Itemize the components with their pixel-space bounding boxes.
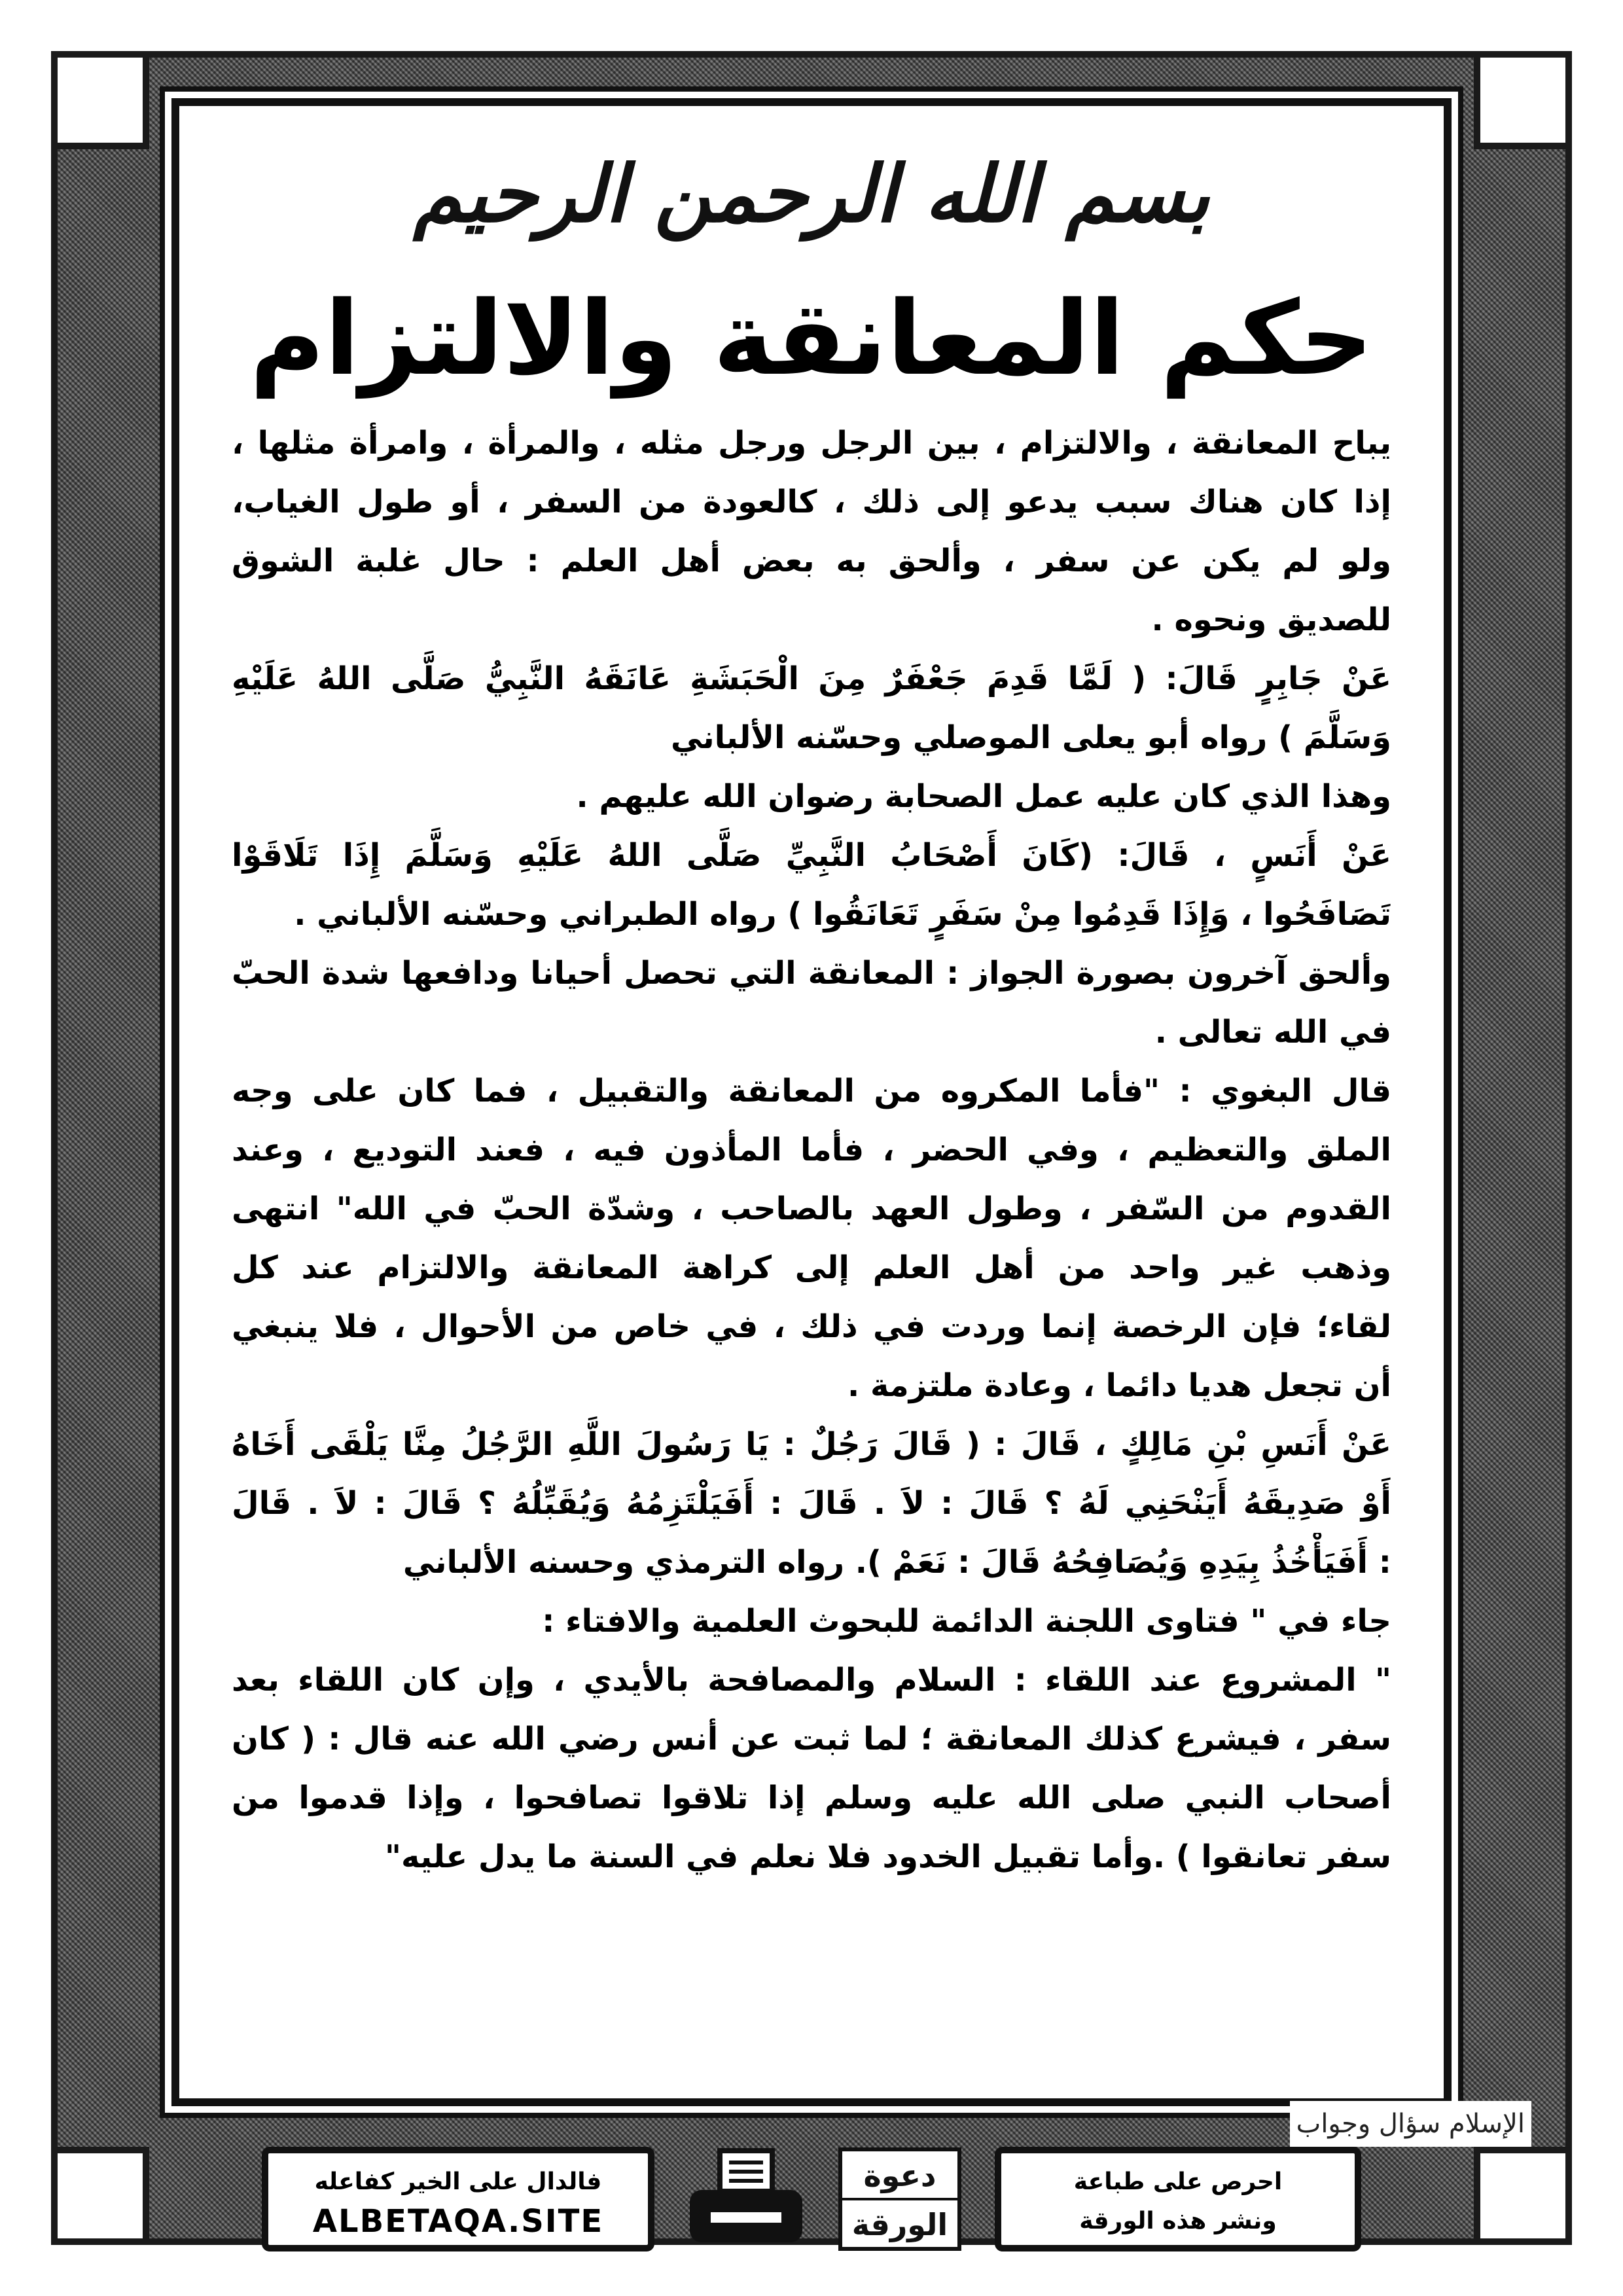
body-line: وهذا الذي كان عليه عمل الصحابة رضوان الله عليهم . bbox=[576, 778, 1391, 815]
article-body bbox=[232, 414, 1391, 1886]
body-line: سفر تعانقوا ) .وأما تقبيل الخدود فلا نعلم في السنة ما يدل عليه" bbox=[385, 1839, 1391, 1875]
footer-website-link[interactable]: ALBETAQA.SITE bbox=[312, 2203, 604, 2240]
body-line: عَنْ أَنَسٍ ، قَالَ: (كَانَ أَصْحَابُ النَّبِيِّ صَلَّى اللهُ عَلَيْهِ وَسَلَّمَ إِذَا تَلَاقَوْا bbox=[232, 837, 1391, 874]
body-line: لقاء؛ فإن الرخصة إنما وردت في ذلك ، في خاص من الأحوال ، فلا ينبغي bbox=[232, 1308, 1391, 1345]
page-title: حكم المعانقة والالتزام bbox=[249, 279, 1374, 398]
footer-print-line1: احرص على طباعة bbox=[1073, 2168, 1283, 2195]
logo-text-top: دعوة bbox=[863, 2158, 936, 2193]
body-line: " المشروع عند اللقاء : السلام والمصافحة بالأيدي ، وإن كان اللقاء بعد bbox=[232, 1662, 1391, 1698]
dawah-logo bbox=[838, 2147, 962, 2251]
body-line: سفر ، فيشرع كذلك المعانقة ؛ لما ثبت عن أنس رضي الله عنه قال : ( كان bbox=[232, 1721, 1391, 1757]
body-line: القدوم من السّفر ، وطول العهد بالصاحب ، وشدّة الحبّ في الله" انتهى bbox=[232, 1191, 1391, 1227]
body-line: : أَفَيَأْخُذُ بِيَدِهِ وَيُصَافِحُهُ قَالَ : نَعَمْ ). رواه الترمذي وحسنه الألباني bbox=[402, 1544, 1391, 1581]
frame-corner-bottom-left bbox=[51, 2147, 149, 2245]
logo-text-bottom: الورقة bbox=[851, 2207, 948, 2242]
document-page bbox=[171, 98, 1452, 2106]
footer-proverb: فالدال على الخير كفاعله bbox=[314, 2168, 602, 2195]
frame-corner-top-right bbox=[1474, 51, 1572, 149]
footer-bar bbox=[262, 2147, 1361, 2258]
body-line: الملق والتعظيم ، وفي الحضر ، فأما المأذون فيه ، فعند التوديع ، وعند bbox=[232, 1132, 1391, 1168]
footer-website-box bbox=[262, 2147, 654, 2251]
body-line: عَنْ جَابِرٍ قَالَ: ( لَمَّا قَدِمَ جَعْفَرٌ مِنَ الْحَبَشَةِ عَانَقَهُ النَّبِيُّ صَلَّى اللهُ عَلَيْهِ bbox=[232, 660, 1391, 697]
printer-icon bbox=[681, 2147, 812, 2251]
body-line: في الله تعالى . bbox=[1154, 1014, 1391, 1050]
body-line: ولو لم يكن عن سفر ، وألحق به بعض أهل العلم : حال غلبة الشوق bbox=[232, 543, 1391, 579]
basmala-calligraphy: بسم الله الرحمن الرحيم bbox=[413, 148, 1210, 240]
frame-corner-bottom-right bbox=[1474, 2147, 1572, 2245]
body-line: أَوْ صَدِيقَهُ أَيَنْحَنِي لَهُ ؟ قَالَ : لاَ . قَالَ : أَفَيَلْتَزِمُهُ وَيُقَبِّلُهُ ؟ قَالَ : لاَ . قَالَ bbox=[232, 1485, 1391, 1522]
body-line: جاء في " فتاوى اللجنة الدائمة للبحوث العلمية والافتاء : bbox=[542, 1603, 1391, 1640]
body-line: للصديق ونحوه . bbox=[1151, 601, 1391, 638]
body-line: قال البغوي : "فأما المكروه من المعانقة والتقبيل ، فما كان على وجه bbox=[232, 1073, 1391, 1109]
body-line: إذا كان هناك سبب يدعو إلى ذلك ، كالعودة من السفر ، أو طول الغياب، bbox=[232, 484, 1391, 520]
footer-print-box bbox=[995, 2147, 1361, 2251]
body-line: أصحاب النبي صلى الله عليه وسلم إذا تلاقوا تصافحوا ، وإذا قدموا من bbox=[232, 1780, 1391, 1816]
body-line: تَصَافَحُوا ، وَإِذَا قَدِمُوا مِنْ سَفَرٍ تَعَانَقُوا ) رواه الطبراني وحسّنه الألباني . bbox=[294, 896, 1391, 933]
footer-print-line2: ونشر هذه الورقة bbox=[1079, 2208, 1277, 2234]
body-line: وألحق آخرون بصورة الجواز : المعانقة التي تحصل أحيانا ودافعها شدة الحبّ bbox=[232, 955, 1391, 992]
body-line: يباح المعانقة ، والالتزام ، بين الرجل ورجل مثله ، والمرأة ، وامرأة مثلها ، bbox=[232, 425, 1391, 461]
frame-corner-top-left bbox=[51, 51, 149, 149]
body-line: وذهب غير واحد من أهل العلم إلى كراهة المعانقة والالتزام عند كل bbox=[232, 1249, 1391, 1286]
body-line: أن تجعل هديا دائما ، وعادة ملتزمة . bbox=[847, 1367, 1391, 1404]
body-line: وَسَلَّمَ ) رواه أبو يعلى الموصلي وحسّنه الألباني bbox=[671, 719, 1391, 756]
source-attribution: الإسلام سؤال وجواب bbox=[1290, 2101, 1531, 2147]
body-line: عَنْ أَنَسِ بْنِ مَالِكٍ ، قَالَ : ( قَالَ رَجُلٌ : يَا رَسُولَ اللَّهِ الرَّجُلُ مِنَّا يَلْقَى أَخَاهُ bbox=[232, 1426, 1391, 1463]
